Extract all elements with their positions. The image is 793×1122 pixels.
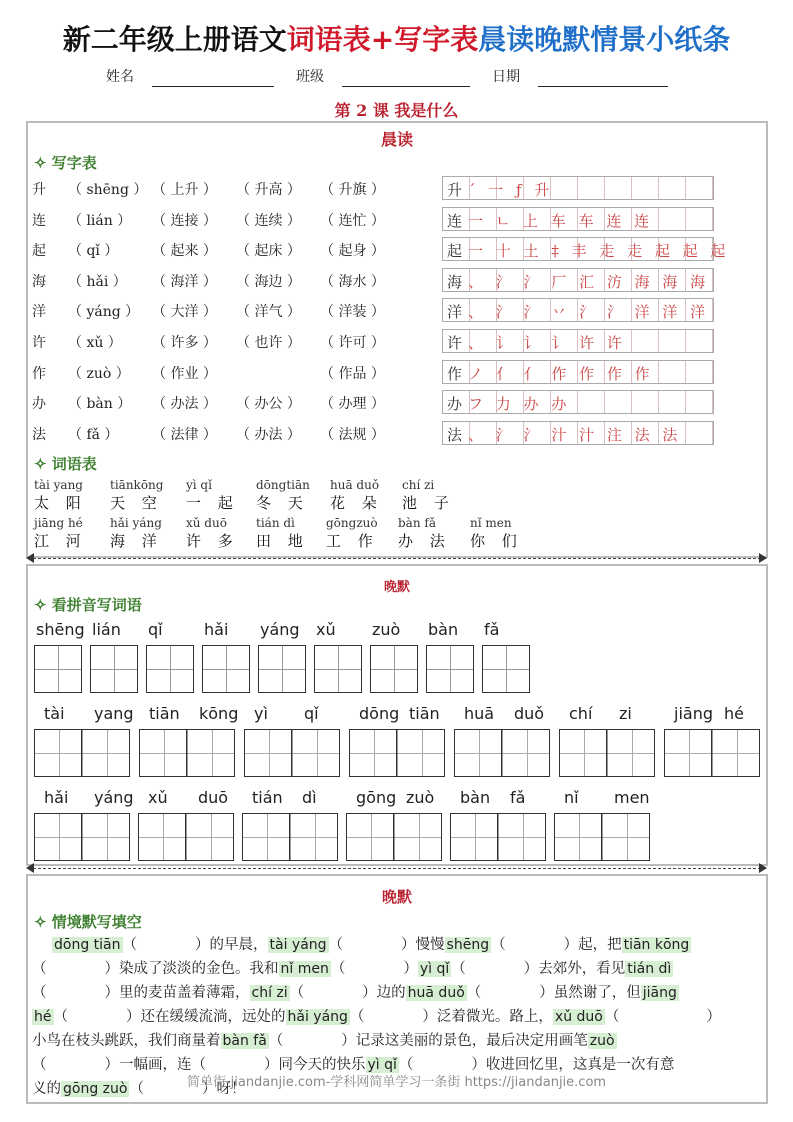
- char-pinyin: （ zuò ）: [68, 365, 130, 382]
- cloze-line-1: [52, 933, 691, 957]
- vocab-pinyin: dōngtiān: [256, 478, 310, 492]
- char-word: （ 洋装 ）: [320, 304, 385, 321]
- vocab-word: [398, 516, 451, 551]
- pinyin-hint: zuò: [589, 1033, 615, 1049]
- vocab-pinyin: tián dì: [256, 516, 295, 530]
- stroke-order-grid: [442, 207, 714, 231]
- char-word: （ 起床 ）: [236, 243, 301, 260]
- stroke-order-char: 升: [447, 181, 469, 199]
- char-word: （ 办法 ）: [152, 396, 217, 413]
- pinyin-label: xǔ: [316, 620, 336, 639]
- pinyin-label: chí: [569, 704, 593, 723]
- vocab-hanzi: 工 作: [326, 532, 379, 550]
- writing-box[interactable]: [370, 645, 418, 693]
- stroke-sequence: 、 氵 氵 汁 汁 注 法 法: [468, 425, 682, 444]
- pinyin-label: tiān: [409, 704, 440, 723]
- stroke-order-grid: [442, 298, 714, 322]
- char-word: （ 洋气 ）: [236, 304, 301, 321]
- char-word: （ 连接 ）: [152, 212, 217, 229]
- stroke-order-grid: [442, 360, 714, 384]
- title-part-3: 晨读晚默情景小纸条: [478, 23, 731, 56]
- evening-title-2: 晚默: [381, 888, 412, 906]
- pinyin-label: dōng: [359, 704, 400, 723]
- stroke-order-grid: [442, 237, 730, 261]
- char-word: （ 作品 ）: [320, 365, 385, 382]
- vocab-hanzi: 天 空: [110, 494, 163, 512]
- cloze-line-2: [32, 957, 673, 981]
- pinyin-label: hǎi: [44, 788, 69, 807]
- vocab-pinyin: jiāng hé: [34, 516, 83, 530]
- vocab-pinyin: nǐ men: [470, 516, 512, 530]
- vocab-pinyin: hǎi yáng: [110, 516, 162, 530]
- pinyin-hint: jiāng: [642, 985, 677, 1001]
- vocab-pinyin: tiānkōng: [110, 478, 164, 492]
- pinyin-label: yáng: [260, 620, 300, 639]
- writing-box[interactable]: [426, 645, 474, 693]
- pinyin-label: men: [614, 788, 650, 807]
- pinyin-label: kōng: [199, 704, 239, 723]
- char-label: 海: [32, 273, 46, 290]
- stroke-order-grid: [442, 421, 714, 445]
- pinyin-label: bàn: [460, 788, 491, 807]
- writing-box[interactable]: [314, 645, 362, 693]
- pinyin-label: bàn: [428, 620, 459, 639]
- writing-box-pair[interactable]: [559, 729, 655, 777]
- pinyin-label: dì: [302, 788, 317, 807]
- stroke-order-char: 起: [447, 242, 469, 261]
- pinyin-label: zi: [619, 704, 632, 723]
- char-word: （ 许多 ）: [152, 335, 217, 351]
- char-word: （ 法律 ）: [152, 426, 217, 443]
- title-part-2: 词语表+写字表: [286, 23, 479, 56]
- pinyin-hint: tián dì: [627, 961, 672, 977]
- name-field[interactable]: [152, 86, 274, 87]
- pinyin-hint: bàn fǎ: [222, 1033, 267, 1049]
- pinyin-label: yang: [94, 704, 134, 723]
- divider: [28, 558, 766, 559]
- stroke-order-char: 法: [447, 425, 469, 444]
- char-label: 升: [32, 182, 46, 198]
- char-pinyin: （ xǔ ）: [68, 335, 122, 351]
- vocab-word: [256, 478, 310, 513]
- vocab-pinyin: yì qǐ: [186, 478, 212, 492]
- stroke-sequence: ˊ 一 ƒ 升: [468, 181, 554, 199]
- vocab-hanzi: 办 法: [398, 532, 451, 550]
- vocab-pinyin: chí zi: [402, 478, 435, 492]
- vocab-word: [186, 478, 239, 513]
- stroke-order-grid: [442, 268, 714, 292]
- vocab-hanzi: 冬 天: [256, 494, 309, 512]
- stroke-order-text: [447, 271, 709, 292]
- char-word: （ 升高 ）: [236, 182, 301, 198]
- section-word-list: ✧ 词语表: [34, 455, 97, 473]
- title-part-1: 新二年级上册语文: [62, 23, 287, 56]
- char-word: （ 起来 ）: [152, 243, 217, 260]
- cloze-text[interactable]: （ ）边的: [289, 985, 406, 1001]
- char-label: 办: [32, 396, 46, 413]
- vocab-hanzi: 你 们: [470, 532, 523, 550]
- lesson-title: 第 2 课 我是什么: [334, 101, 459, 120]
- pinyin-hint: huā duǒ: [407, 985, 465, 1001]
- vocab-pinyin: bàn fǎ: [398, 516, 436, 530]
- char-label: 连: [32, 212, 46, 229]
- pinyin-hint: tài yáng: [269, 937, 327, 953]
- vocab-pinyin: xǔ duō: [186, 516, 227, 530]
- cloze-text: 小鸟在枝头跳跃，我们商量着: [32, 1033, 221, 1049]
- pinyin-hint: gōng zuò: [63, 1081, 128, 1097]
- vocab-word: [256, 516, 309, 551]
- char-word: （ 升旗 ）: [320, 182, 385, 198]
- writing-box[interactable]: [258, 645, 306, 693]
- vocab-pinyin: huā duǒ: [330, 478, 380, 492]
- char-word: （ 许可 ）: [320, 335, 385, 351]
- stroke-order-text: [447, 363, 654, 384]
- cloze-line-5: [32, 1029, 617, 1053]
- cloze-text: 义的: [32, 1081, 61, 1097]
- class-field[interactable]: [342, 86, 470, 87]
- pinyin-label: yáng: [94, 788, 134, 807]
- stroke-order-char: 作: [447, 364, 469, 383]
- char-pinyin: （ fǎ ）: [68, 426, 119, 443]
- stroke-order-text: [447, 332, 626, 353]
- pinyin-hint: hé: [34, 1009, 52, 1025]
- divider-arrow-left: [26, 863, 34, 873]
- stroke-order-text: [447, 301, 709, 322]
- writing-box-pair[interactable]: [450, 813, 546, 861]
- stroke-order-char: 许: [447, 334, 469, 352]
- cloze-text[interactable]: （ ）虽然谢了，但: [466, 985, 641, 1001]
- pinyin-hint: tiān kōng: [623, 937, 690, 953]
- stroke-sequence: 、 氵 氵 厂 汇 汸 海 海 海: [468, 272, 710, 291]
- pinyin-hint: xǔ duō: [554, 1009, 603, 1025]
- pinyin-label: yì: [254, 704, 268, 723]
- pinyin-hint: dōng tiān: [54, 937, 121, 953]
- cloze-text[interactable]: （ ）: [604, 1009, 721, 1025]
- pinyin-hint: chí zi: [251, 985, 288, 1001]
- char-word: （ 作业 ）: [152, 365, 217, 382]
- evening-title-1: 晚默: [383, 580, 410, 595]
- writing-box-pair[interactable]: [34, 729, 130, 777]
- cloze-line-3: [32, 981, 679, 1005]
- char-word: （ 海洋 ）: [152, 273, 217, 290]
- vocab-hanzi: 池 子: [402, 494, 455, 512]
- stroke-sequence: ノ 亻 亻 作 作 作 作: [468, 364, 654, 383]
- stroke-order-text: [447, 210, 653, 231]
- writing-box[interactable]: [90, 645, 138, 693]
- stroke-order-grid: [442, 390, 714, 414]
- pinyin-label: huā: [464, 704, 495, 723]
- cloze-text[interactable]: （ ）收进回忆里，这真是一次有意: [398, 1057, 675, 1073]
- pinyin-label: tián: [252, 788, 283, 807]
- pinyin-label: duǒ: [514, 704, 545, 723]
- pinyin-label: fǎ: [484, 620, 500, 639]
- char-word: （ 也许 ）: [236, 335, 301, 351]
- pinyin-label: fǎ: [510, 788, 526, 807]
- cloze-text[interactable]: （ ）起，把: [491, 937, 622, 953]
- cloze-text[interactable]: （ ）还在缓缓流淌，远处的: [53, 1009, 286, 1025]
- writing-box[interactable]: [146, 645, 194, 693]
- writing-box-pair[interactable]: [349, 729, 445, 777]
- pinyin-hint: yì qǐ: [419, 961, 450, 977]
- vocab-pinyin: gōngzuò: [326, 516, 378, 530]
- vocab-word: [326, 516, 379, 551]
- cloze-text[interactable]: （ ）里的麦苗盖着薄霜，: [32, 985, 250, 1001]
- stroke-order-grid: [442, 176, 714, 200]
- char-word: （ 上升 ）: [152, 182, 217, 198]
- vocab-word: [110, 478, 163, 513]
- stroke-order-grid: [442, 329, 714, 353]
- writing-box-pair[interactable]: [138, 813, 234, 861]
- char-label: 起: [32, 243, 46, 260]
- divider-arrow-left: [26, 553, 34, 563]
- stroke-order-text: [447, 179, 553, 200]
- section-pinyin-words: ✧ 看拼音写词语: [34, 596, 142, 614]
- stroke-sequence: 、 讠 讠 讠 许 许: [468, 334, 626, 352]
- writing-box-pair[interactable]: [242, 813, 338, 861]
- vocab-word: [34, 516, 87, 551]
- page-title: [0, 18, 793, 58]
- writing-box-pair[interactable]: [244, 729, 340, 777]
- pinyin-label: gōng: [356, 788, 397, 807]
- name-label: 姓名: [106, 69, 134, 85]
- pinyin-hint: nǐ men: [280, 961, 329, 977]
- date-field[interactable]: [538, 86, 668, 87]
- pinyin-label: tiān: [149, 704, 180, 723]
- pinyin-label: qǐ: [304, 704, 319, 723]
- char-pinyin: （ hǎi ）: [68, 273, 127, 290]
- char-word: （ 连续 ）: [236, 212, 301, 229]
- vocab-word: [110, 516, 163, 551]
- char-word: （ 海边 ）: [236, 273, 301, 290]
- stroke-sequence: 一 ㄴ 上 车 车 连 连: [468, 211, 654, 230]
- divider: [28, 868, 766, 869]
- divider-arrow-right: [759, 553, 767, 563]
- stroke-sequence: 一 十 土 ‡ 丰 走 走 起 起 起: [468, 242, 730, 261]
- char-word: （ 起身 ）: [320, 243, 385, 260]
- char-label: 许: [32, 335, 46, 351]
- watermark-footer: 简单街-jiandanjie.com-学科网简单学习一条街 https://jiandanjie.com: [186, 1075, 607, 1090]
- divider-arrow-right: [759, 863, 767, 873]
- stroke-order-char: 办: [447, 395, 469, 414]
- cloze-text[interactable]: （ ）记录这美丽的景色，最后决定用画笔: [268, 1033, 588, 1049]
- char-word: （ 海水 ）: [320, 273, 385, 290]
- pinyin-label: nǐ: [564, 788, 579, 807]
- vocab-hanzi: 许 多: [186, 532, 239, 550]
- stroke-order-text: [447, 424, 681, 445]
- cloze-text[interactable]: （ ）呀！: [129, 1081, 246, 1097]
- vocab-word: [470, 516, 523, 551]
- pinyin-label: xǔ: [148, 788, 168, 807]
- char-word: （ 办法 ）: [236, 426, 301, 443]
- vocab-word: [330, 478, 383, 513]
- section-write-chars: ✧ 写字表: [34, 154, 97, 172]
- class-label: 班级: [296, 69, 324, 85]
- pinyin-label: zuò: [372, 620, 401, 639]
- pinyin-hint: hǎi yáng: [287, 1009, 348, 1025]
- stroke-order-text: [447, 240, 729, 261]
- writing-box-pair[interactable]: [139, 729, 235, 777]
- writing-box[interactable]: [482, 645, 530, 693]
- writing-box-pair[interactable]: [346, 813, 442, 861]
- vocab-hanzi: 花 朵: [330, 494, 383, 512]
- writing-box-pair[interactable]: [34, 813, 130, 861]
- vocab-hanzi: 田 地: [256, 532, 309, 550]
- char-pinyin: （ lián ）: [68, 212, 132, 229]
- pinyin-label: zuò: [406, 788, 435, 807]
- stroke-sequence: 、 氵 氵 丷 氵 氵 洋 洋 洋: [468, 303, 710, 322]
- stroke-order-text: [447, 393, 570, 414]
- vocab-word: [34, 478, 87, 513]
- stroke-order-char: 连: [447, 211, 469, 230]
- char-pinyin: （ yáng ）: [68, 304, 140, 321]
- writing-box[interactable]: [202, 645, 250, 693]
- char-word: （ 大洋 ）: [152, 304, 217, 321]
- vocab-hanzi: 江 河: [34, 532, 87, 550]
- cloze-line-4: [32, 1005, 721, 1029]
- vocab-hanzi: 海 洋: [110, 532, 163, 550]
- vocab-hanzi: 太 阳: [34, 494, 87, 512]
- cloze-text[interactable]: （ ）泛着微光。路上，: [349, 1009, 553, 1025]
- pinyin-hint: yì qǐ: [367, 1057, 397, 1073]
- vocab-word: [402, 478, 455, 513]
- char-word: （ 连忙 ）: [320, 212, 385, 229]
- stroke-sequence: フ 力 办 办: [468, 395, 571, 414]
- cloze-text[interactable]: （ ）的早晨，: [122, 937, 268, 953]
- char-pinyin: （ bàn ）: [68, 396, 132, 413]
- writing-box-pair[interactable]: [454, 729, 550, 777]
- pinyin-label: qǐ: [148, 620, 163, 639]
- char-pinyin: （ qǐ ）: [68, 243, 119, 260]
- vocab-word: [186, 516, 239, 551]
- vocab-hanzi: 一 起: [186, 494, 239, 512]
- cloze-text[interactable]: （ ）慢慢: [328, 937, 445, 953]
- pinyin-hint: shēng: [446, 937, 490, 953]
- pinyin-label: lián: [92, 620, 121, 639]
- pinyin-label: shēng: [36, 620, 85, 639]
- section-cloze: ✧ 情境默写填空: [34, 913, 142, 931]
- char-label: 法: [32, 426, 46, 443]
- cloze-text[interactable]: （ ）: [330, 961, 418, 977]
- char-pinyin: （ shēng ）: [68, 182, 148, 198]
- date-label: 日期: [492, 69, 520, 85]
- writing-box-pair[interactable]: [664, 729, 760, 777]
- stroke-order-char: 洋: [447, 303, 469, 322]
- pinyin-label: tài: [44, 704, 65, 723]
- char-label: 作: [32, 365, 46, 382]
- cloze-text[interactable]: （ ）去郊外，看见: [451, 961, 626, 977]
- char-word: （ 办理 ）: [320, 396, 385, 413]
- pinyin-label: duō: [198, 788, 229, 807]
- writing-box[interactable]: [34, 645, 82, 693]
- pinyin-label: jiāng: [674, 704, 713, 723]
- pinyin-label: hé: [724, 704, 744, 723]
- writing-box-pair[interactable]: [554, 813, 650, 861]
- char-word: （ 办公 ）: [236, 396, 301, 413]
- morning-title: 晨读: [380, 130, 413, 149]
- cloze-text[interactable]: （ ）一幅画，连（ ）同今天的快乐: [32, 1057, 366, 1073]
- stroke-order-char: 海: [447, 272, 469, 291]
- char-word: （ 法规 ）: [320, 426, 385, 443]
- cloze-text[interactable]: （ ）染成了淡淡的金色。我和: [32, 961, 279, 977]
- pinyin-label: hǎi: [204, 620, 229, 639]
- vocab-pinyin: tài yang: [34, 478, 83, 492]
- char-label: 洋: [32, 304, 46, 321]
